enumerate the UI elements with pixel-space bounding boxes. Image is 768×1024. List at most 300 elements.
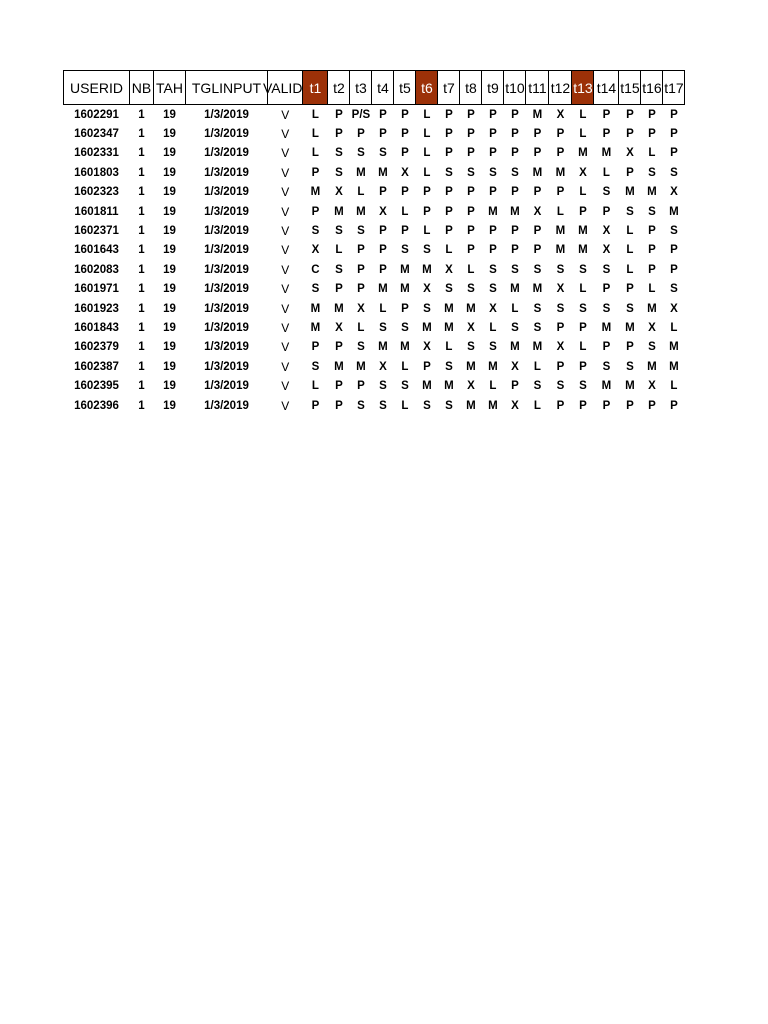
cell-t16[interactable]: S [648, 205, 656, 218]
cell-valid[interactable]: V [281, 262, 290, 277]
cell-t1[interactable]: P [311, 166, 320, 179]
cell-t10[interactable]: X [511, 399, 519, 412]
cell-t6[interactable]: L [423, 166, 431, 179]
cell-userid[interactable]: 1602379 [74, 341, 119, 354]
cell-t10[interactable]: P [511, 186, 519, 199]
column-header-nb[interactable]: NB [130, 71, 154, 105]
cell-t15[interactable]: M [625, 321, 635, 334]
cell-t10[interactable]: X [511, 360, 519, 373]
cell-t1[interactable]: S [311, 283, 320, 296]
cell-t1[interactable]: P [311, 205, 320, 218]
cell-t6[interactable]: M [422, 321, 432, 334]
column-header-valid[interactable]: VALID [268, 71, 303, 105]
cell-t2[interactable]: M [334, 302, 344, 315]
cell-t2[interactable]: P [335, 380, 343, 393]
cell-t9[interactable]: X [489, 302, 497, 315]
cell-t17[interactable]: S [670, 283, 678, 296]
cell-t8[interactable]: P [467, 147, 475, 160]
cell-t3[interactable]: P [357, 283, 365, 296]
cell-tah[interactable]: 19 [163, 147, 176, 160]
cell-t13[interactable]: S [579, 302, 587, 315]
cell-t16[interactable]: P [648, 263, 656, 276]
cell-t10[interactable]: S [511, 321, 519, 334]
cell-t14[interactable]: P [602, 341, 611, 354]
cell-t17[interactable]: P [670, 399, 678, 412]
cell-t5[interactable]: L [401, 399, 409, 412]
cell-t8[interactable]: X [467, 321, 475, 334]
cell-t3[interactable]: P [357, 263, 365, 276]
cell-t4[interactable]: P [379, 108, 387, 121]
cell-t5[interactable]: L [401, 360, 409, 373]
cell-t8[interactable]: S [467, 341, 475, 354]
cell-tglinput[interactable]: 1/3/2019 [204, 380, 249, 393]
cell-t10[interactable]: M [510, 283, 520, 296]
cell-t14[interactable]: S [602, 263, 611, 276]
cell-t14[interactable]: M [601, 321, 612, 334]
cell-valid[interactable]: V [281, 243, 290, 258]
cell-t14[interactable]: M [601, 147, 612, 160]
cell-t4[interactable]: P [379, 263, 387, 276]
cell-t4[interactable]: M [378, 341, 388, 354]
cell-userid[interactable]: 1601971 [74, 283, 119, 296]
cell-t6[interactable]: P [423, 360, 431, 373]
column-header-t6[interactable]: t6 [416, 71, 438, 105]
cell-t1[interactable]: S [311, 360, 320, 373]
cell-tah[interactable]: 19 [163, 380, 176, 393]
cell-t10[interactable]: P [511, 147, 519, 160]
cell-t14[interactable]: M [601, 380, 612, 393]
cell-t12[interactable]: M [555, 225, 566, 238]
cell-nb[interactable]: 1 [138, 263, 145, 276]
cell-t16[interactable]: P [648, 108, 656, 121]
cell-tglinput[interactable]: 1/3/2019 [204, 128, 249, 141]
cell-t7[interactable]: P [445, 225, 453, 238]
cell-t3[interactable]: X [357, 302, 365, 315]
cell-t4[interactable]: S [379, 147, 387, 160]
cell-t14[interactable]: P [602, 399, 611, 412]
cell-t10[interactable]: P [511, 244, 519, 257]
cell-tglinput[interactable]: 1/3/2019 [204, 166, 249, 179]
cell-t8[interactable]: P [467, 244, 475, 257]
cell-t8[interactable]: X [467, 380, 475, 393]
cell-t2[interactable]: P [335, 108, 343, 121]
column-header-t11[interactable]: t11 [526, 71, 549, 105]
cell-t9[interactable]: P [489, 108, 497, 121]
cell-t8[interactable]: P [467, 128, 475, 141]
cell-t7[interactable]: P [445, 108, 453, 121]
cell-userid[interactable]: 1602083 [74, 263, 119, 276]
cell-t1[interactable]: C [311, 263, 320, 276]
cell-nb[interactable]: 1 [138, 225, 145, 238]
cell-t16[interactable]: P [648, 225, 656, 238]
cell-t16[interactable]: M [647, 302, 657, 315]
cell-userid[interactable]: 1602291 [74, 108, 119, 121]
cell-t5[interactable]: P [401, 186, 409, 199]
cell-t10[interactable]: S [511, 166, 519, 179]
cell-t13[interactable]: S [579, 263, 587, 276]
cell-t2[interactable]: M [334, 205, 344, 218]
column-header-t16[interactable]: t16 [641, 71, 663, 105]
cell-t9[interactable]: P [489, 186, 497, 199]
cell-userid[interactable]: 1602347 [74, 128, 119, 141]
cell-nb[interactable]: 1 [138, 205, 145, 218]
cell-t15[interactable]: S [626, 302, 634, 315]
cell-valid[interactable]: V [281, 340, 290, 355]
cell-t15[interactable]: P [626, 166, 634, 179]
cell-t2[interactable]: S [335, 147, 343, 160]
cell-t17[interactable]: P [670, 244, 678, 257]
cell-t4[interactable]: M [378, 283, 388, 296]
cell-t3[interactable]: S [357, 225, 365, 238]
cell-t14[interactable]: P [602, 205, 611, 218]
cell-userid[interactable]: 1602371 [74, 225, 119, 238]
cell-t7[interactable]: M [444, 380, 454, 393]
cell-t14[interactable]: P [602, 283, 611, 296]
cell-t9[interactable]: S [489, 263, 497, 276]
cell-t10[interactable]: P [511, 128, 519, 141]
cell-t6[interactable]: X [423, 283, 431, 296]
cell-t17[interactable]: X [670, 186, 678, 199]
cell-t4[interactable]: L [379, 302, 387, 315]
cell-valid[interactable]: V [281, 224, 290, 239]
cell-t16[interactable]: P [648, 128, 656, 141]
column-header-t10[interactable]: t10 [504, 71, 526, 105]
cell-t10[interactable]: P [511, 225, 519, 238]
cell-t17[interactable]: P [670, 108, 678, 121]
cell-t8[interactable]: P [467, 186, 475, 199]
cell-t4[interactable]: M [378, 166, 388, 179]
cell-t11[interactable]: X [533, 205, 542, 218]
cell-t6[interactable]: S [423, 244, 431, 257]
cell-t7[interactable]: L [445, 244, 453, 257]
cell-t2[interactable]: S [335, 263, 343, 276]
cell-nb[interactable]: 1 [138, 283, 145, 296]
cell-t13[interactable]: P [579, 360, 587, 373]
cell-tglinput[interactable]: 1/3/2019 [204, 205, 249, 218]
cell-t1[interactable]: S [311, 225, 320, 238]
cell-t3[interactable]: S [357, 341, 365, 354]
cell-t12[interactable]: S [556, 302, 565, 315]
cell-t11[interactable]: M [532, 283, 543, 296]
cell-userid[interactable]: 1602396 [74, 399, 119, 412]
cell-t10[interactable]: S [511, 263, 519, 276]
cell-tah[interactable]: 19 [163, 128, 176, 141]
cell-t2[interactable]: X [335, 186, 343, 199]
cell-tglinput[interactable]: 1/3/2019 [204, 302, 249, 315]
cell-t11[interactable]: S [533, 321, 542, 334]
column-header-t2[interactable]: t2 [328, 71, 350, 105]
cell-t16[interactable]: M [647, 360, 657, 373]
cell-t7[interactable]: S [445, 283, 453, 296]
cell-t9[interactable]: S [489, 341, 497, 354]
cell-t6[interactable]: L [423, 108, 431, 121]
cell-tah[interactable]: 19 [163, 399, 176, 412]
cell-t7[interactable]: L [445, 341, 453, 354]
cell-t15[interactable]: M [625, 380, 635, 393]
cell-tah[interactable]: 19 [163, 108, 176, 121]
cell-nb[interactable]: 1 [138, 244, 145, 257]
cell-t13[interactable]: L [579, 341, 587, 354]
cell-t9[interactable]: M [488, 205, 498, 218]
cell-tah[interactable]: 19 [163, 321, 176, 334]
column-header-t12[interactable]: t12 [549, 71, 572, 105]
column-header-t15[interactable]: t15 [619, 71, 641, 105]
cell-t1[interactable]: L [311, 128, 319, 141]
cell-t17[interactable]: S [670, 166, 678, 179]
cell-userid[interactable]: 1601843 [74, 321, 119, 334]
cell-tah[interactable]: 19 [163, 225, 176, 238]
cell-t5[interactable]: M [400, 341, 410, 354]
cell-t5[interactable]: S [401, 380, 409, 393]
column-header-t14[interactable]: t14 [594, 71, 619, 105]
cell-t7[interactable]: M [444, 302, 454, 315]
cell-t15[interactable]: L [626, 225, 634, 238]
cell-valid[interactable]: V [281, 379, 290, 394]
column-header-t4[interactable]: t4 [372, 71, 394, 105]
cell-t11[interactable]: M [532, 341, 543, 354]
cell-t17[interactable]: M [669, 205, 679, 218]
cell-nb[interactable]: 1 [138, 108, 145, 121]
cell-t13[interactable]: L [579, 108, 587, 121]
cell-tglinput[interactable]: 1/3/2019 [204, 321, 249, 334]
cell-userid[interactable]: 1601803 [74, 166, 119, 179]
cell-t5[interactable]: S [401, 321, 409, 334]
cell-tglinput[interactable]: 1/3/2019 [204, 244, 249, 257]
cell-t6[interactable]: L [423, 128, 431, 141]
cell-t3[interactable]: S [357, 399, 365, 412]
cell-t13[interactable]: L [579, 128, 587, 141]
cell-t12[interactable]: P [556, 186, 565, 199]
cell-t13[interactable]: L [579, 283, 587, 296]
cell-tglinput[interactable]: 1/3/2019 [204, 263, 249, 276]
cell-t8[interactable]: S [467, 283, 475, 296]
cell-t14[interactable]: S [602, 360, 611, 373]
cell-t1[interactable]: M [310, 321, 321, 334]
cell-tah[interactable]: 19 [163, 263, 176, 276]
cell-t11[interactable]: P [533, 128, 542, 141]
cell-t16[interactable]: S [648, 341, 656, 354]
cell-t3[interactable]: P/S [351, 108, 371, 121]
cell-t8[interactable]: P [467, 205, 475, 218]
column-header-t5[interactable]: t5 [394, 71, 416, 105]
cell-valid[interactable]: V [281, 185, 290, 200]
cell-t3[interactable]: L [357, 186, 365, 199]
cell-t4[interactable]: S [379, 321, 387, 334]
cell-t15[interactable]: S [626, 360, 634, 373]
cell-tah[interactable]: 19 [163, 360, 176, 373]
cell-t11[interactable]: M [532, 108, 543, 121]
cell-t9[interactable]: P [489, 128, 497, 141]
cell-t13[interactable]: X [579, 166, 587, 179]
cell-t10[interactable]: L [511, 302, 519, 315]
cell-t4[interactable]: P [379, 244, 387, 257]
cell-t15[interactable]: P [626, 108, 634, 121]
cell-t14[interactable]: L [602, 166, 610, 179]
cell-t15[interactable]: L [626, 244, 634, 257]
cell-t17[interactable]: L [670, 321, 678, 334]
cell-tglinput[interactable]: 1/3/2019 [204, 225, 249, 238]
cell-t13[interactable]: L [579, 186, 587, 199]
cell-t7[interactable]: M [444, 321, 454, 334]
cell-tah[interactable]: 19 [163, 186, 176, 199]
cell-t2[interactable]: S [335, 225, 343, 238]
cell-t14[interactable]: X [602, 225, 611, 238]
cell-userid[interactable]: 1602331 [74, 147, 119, 160]
cell-t5[interactable]: X [401, 166, 409, 179]
cell-tglinput[interactable]: 1/3/2019 [204, 341, 249, 354]
column-header-tglinput[interactable]: TGLINPUT [186, 71, 268, 105]
cell-t8[interactable]: P [467, 108, 475, 121]
cell-t5[interactable]: P [401, 225, 409, 238]
cell-t17[interactable]: L [670, 380, 678, 393]
cell-t5[interactable]: P [401, 128, 409, 141]
cell-nb[interactable]: 1 [138, 302, 145, 315]
cell-valid[interactable]: V [281, 165, 290, 180]
cell-t15[interactable]: P [626, 399, 634, 412]
cell-t2[interactable]: P [335, 341, 343, 354]
cell-t17[interactable]: S [670, 225, 678, 238]
cell-t13[interactable]: M [578, 225, 588, 238]
cell-t1[interactable]: P [311, 399, 320, 412]
cell-t16[interactable]: S [648, 166, 656, 179]
cell-t12[interactable]: P [556, 128, 565, 141]
cell-tglinput[interactable]: 1/3/2019 [204, 360, 249, 373]
cell-t5[interactable]: P [401, 302, 409, 315]
cell-t1[interactable]: P [311, 341, 320, 354]
cell-t6[interactable]: P [423, 186, 431, 199]
cell-t11[interactable]: P [533, 225, 542, 238]
cell-t14[interactable]: X [602, 244, 611, 257]
cell-t13[interactable]: S [579, 380, 587, 393]
cell-t1[interactable]: X [311, 244, 320, 257]
cell-valid[interactable]: V [281, 398, 290, 413]
cell-nb[interactable]: 1 [138, 166, 145, 179]
cell-t5[interactable]: P [401, 147, 409, 160]
cell-t1[interactable]: L [311, 108, 319, 121]
cell-t6[interactable]: L [423, 147, 431, 160]
cell-t13[interactable]: P [579, 205, 587, 218]
cell-t6[interactable]: M [422, 263, 432, 276]
cell-t7[interactable]: P [445, 147, 453, 160]
cell-t16[interactable]: L [648, 283, 656, 296]
cell-t11[interactable]: L [533, 360, 541, 373]
cell-t4[interactable]: S [379, 399, 387, 412]
cell-valid[interactable]: V [281, 127, 290, 142]
cell-nb[interactable]: 1 [138, 186, 145, 199]
cell-t12[interactable]: M [555, 166, 566, 179]
cell-t2[interactable]: P [335, 283, 343, 296]
cell-t4[interactable]: P [379, 128, 387, 141]
cell-t3[interactable]: P [357, 128, 365, 141]
cell-t4[interactable]: X [379, 360, 387, 373]
cell-t16[interactable]: X [648, 380, 656, 393]
cell-valid[interactable]: V [281, 107, 290, 122]
cell-t16[interactable]: X [648, 321, 656, 334]
cell-t12[interactable]: S [556, 380, 565, 393]
cell-t9[interactable]: S [489, 166, 497, 179]
cell-t11[interactable]: P [533, 244, 542, 257]
cell-t17[interactable]: M [669, 360, 679, 373]
cell-t12[interactable]: X [556, 108, 565, 121]
cell-t4[interactable]: S [379, 380, 387, 393]
cell-t1[interactable]: L [311, 147, 319, 160]
cell-userid[interactable]: 1601811 [74, 205, 119, 218]
cell-t14[interactable]: P [602, 108, 611, 121]
cell-t3[interactable]: M [356, 360, 366, 373]
cell-valid[interactable]: V [281, 282, 290, 297]
cell-valid[interactable]: V [281, 320, 290, 335]
cell-t12[interactable]: P [556, 321, 565, 334]
cell-t2[interactable]: L [335, 244, 343, 257]
cell-t1[interactable]: L [311, 380, 319, 393]
cell-t6[interactable]: S [423, 302, 431, 315]
cell-t6[interactable]: M [422, 380, 432, 393]
cell-t15[interactable]: S [626, 205, 634, 218]
cell-tah[interactable]: 19 [163, 205, 176, 218]
cell-t7[interactable]: S [445, 399, 453, 412]
cell-t12[interactable]: S [556, 263, 565, 276]
cell-t11[interactable]: S [533, 263, 542, 276]
cell-t7[interactable]: S [445, 360, 453, 373]
cell-t17[interactable]: P [670, 147, 678, 160]
cell-userid[interactable]: 1601643 [74, 244, 119, 257]
cell-t9[interactable]: P [489, 244, 497, 257]
cell-valid[interactable]: V [281, 204, 290, 219]
cell-tah[interactable]: 19 [163, 341, 176, 354]
cell-t7[interactable]: S [445, 166, 453, 179]
cell-t12[interactable]: P [556, 399, 565, 412]
cell-nb[interactable]: 1 [138, 380, 145, 393]
cell-tah[interactable]: 19 [163, 244, 176, 257]
cell-nb[interactable]: 1 [138, 321, 145, 334]
cell-t3[interactable]: P [357, 244, 365, 257]
cell-t10[interactable]: P [511, 380, 519, 393]
cell-t6[interactable]: X [423, 341, 431, 354]
cell-t8[interactable]: S [467, 166, 475, 179]
cell-nb[interactable]: 1 [138, 341, 145, 354]
cell-t5[interactable]: S [401, 244, 409, 257]
cell-tglinput[interactable]: 1/3/2019 [204, 186, 249, 199]
cell-t17[interactable]: P [670, 128, 678, 141]
cell-userid[interactable]: 1602395 [74, 380, 119, 393]
cell-t3[interactable]: L [357, 321, 365, 334]
cell-t11[interactable]: S [533, 380, 542, 393]
cell-tglinput[interactable]: 1/3/2019 [204, 283, 249, 296]
cell-t12[interactable]: X [556, 341, 565, 354]
cell-t3[interactable]: P [357, 380, 365, 393]
cell-t8[interactable]: P [467, 225, 475, 238]
cell-nb[interactable]: 1 [138, 128, 145, 141]
cell-t3[interactable]: M [356, 166, 366, 179]
cell-t7[interactable]: P [445, 128, 453, 141]
cell-t5[interactable]: M [400, 263, 410, 276]
cell-t17[interactable]: X [670, 302, 678, 315]
cell-t13[interactable]: P [579, 399, 587, 412]
cell-t2[interactable]: P [335, 128, 343, 141]
cell-t2[interactable]: P [335, 399, 343, 412]
cell-t15[interactable]: M [625, 186, 635, 199]
cell-t12[interactable]: P [556, 360, 565, 373]
cell-t15[interactable]: P [626, 128, 634, 141]
cell-t3[interactable]: M [356, 205, 366, 218]
cell-t6[interactable]: P [423, 205, 431, 218]
cell-t9[interactable]: L [489, 321, 497, 334]
cell-t11[interactable]: P [533, 186, 542, 199]
cell-t9[interactable]: S [489, 283, 497, 296]
cell-t4[interactable]: P [379, 186, 387, 199]
cell-t12[interactable]: M [555, 244, 566, 257]
column-header-t13[interactable]: t13 [572, 71, 594, 105]
